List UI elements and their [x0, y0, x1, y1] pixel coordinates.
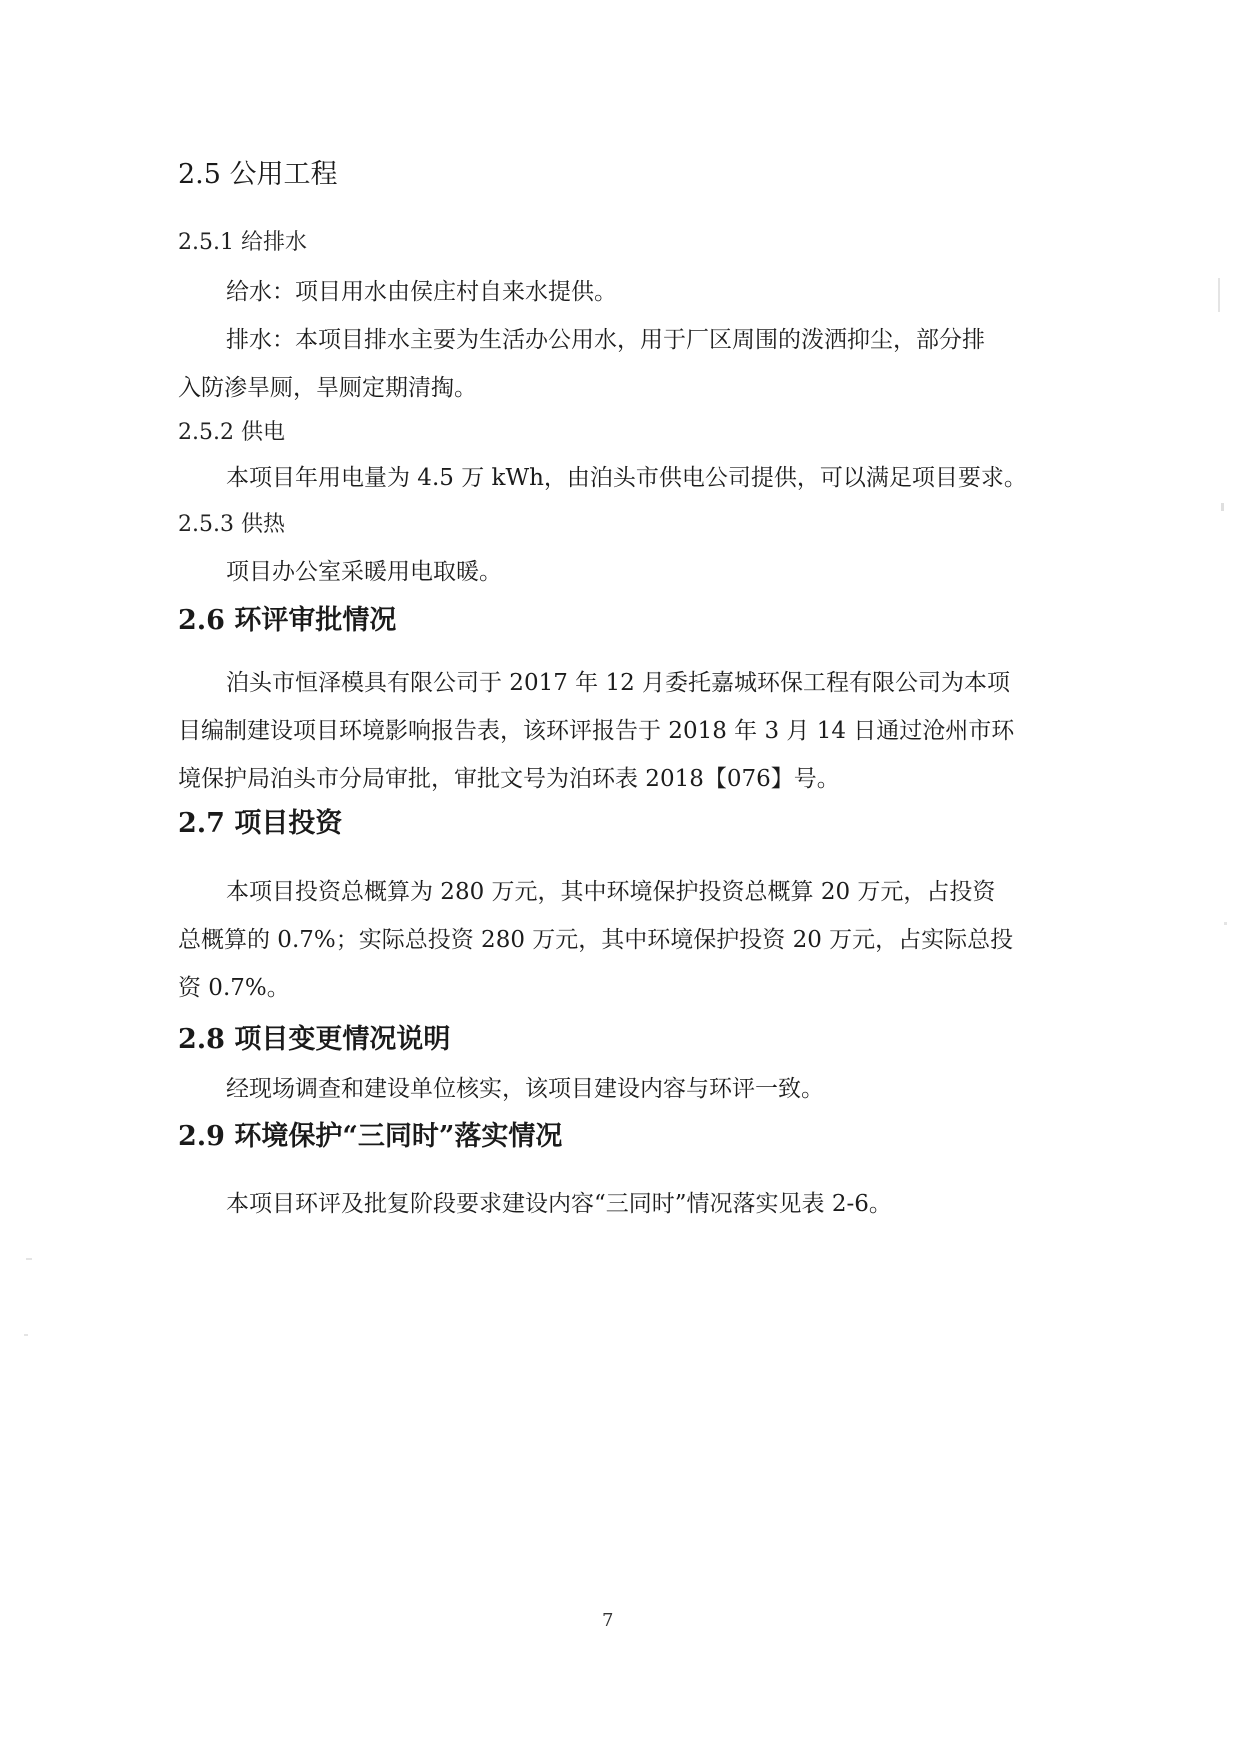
- text-line: 排水：本项目排水主要为生活办公用水，用于厂区周围的泼洒抑尘，部分排: [226, 327, 985, 353]
- text-line: 境保护局泊头市分局审批，审批文号为泊环表 2018【076】号。: [178, 766, 840, 792]
- section-heading-2-7: 2.7 项目投资: [178, 808, 343, 839]
- text-line: 给水：项目用水由侯庄村自来水提供。: [226, 279, 617, 305]
- text-line: 目编制建设项目环境影响报告表，该环评报告于 2018 年 3 月 14 日通过沧州市环: [178, 718, 1015, 744]
- subsection-heading-2-5-3: 2.5.3 供热: [178, 512, 285, 537]
- paragraph-eia-approval: [178, 659, 1014, 803]
- text-line: 资 0.7%。: [178, 975, 290, 1001]
- text-line: 本项目投资总概算为 280 万元，其中环境保护投资总概算 20 万元，占投资: [226, 879, 996, 905]
- paragraph-change-description: [178, 1065, 824, 1113]
- paragraph-heating: [178, 548, 502, 596]
- scan-mark: [26, 1258, 32, 1260]
- subsection-heading-2-5-2: 2.5.2 供电: [178, 420, 285, 445]
- page-number: 7: [602, 1610, 614, 1631]
- text-line: 入防渗旱厕，旱厕定期清掏。: [178, 375, 477, 401]
- text-line: 经现场调查和建设单位核实，该项目建设内容与环评一致。: [226, 1076, 824, 1102]
- scan-mark: [24, 1334, 28, 1336]
- paragraph-water-supply: [178, 268, 985, 412]
- section-heading-2-9: 2.9 环境保护“三同时”落实情况: [178, 1121, 563, 1152]
- paragraph-investment: [178, 868, 1013, 1012]
- paragraph-power-supply: [178, 454, 1027, 502]
- section-heading-2-5: 2.5 公用工程: [178, 159, 338, 190]
- section-heading-2-6: 2.6 环评审批情况: [178, 605, 397, 636]
- scan-mark: [1221, 503, 1224, 511]
- scan-mark: [1218, 278, 1220, 312]
- text-line: 项目办公室采暖用电取暖。: [226, 559, 502, 585]
- paragraph-three-simultaneous: [178, 1180, 892, 1228]
- text-line: 泊头市恒泽模具有限公司于 2017 年 12 月委托嘉城环保工程有限公司为本项: [226, 670, 1011, 696]
- text-line: 总概算的 0.7%；实际总投资 280 万元，其中环境保护投资 20 万元，占实际总投: [178, 927, 1014, 953]
- text-line: 本项目年用电量为 4.5 万 kWh，由泊头市供电公司提供，可以满足项目要求。: [226, 465, 1027, 491]
- scan-mark: [1224, 922, 1227, 925]
- section-heading-2-8: 2.8 项目变更情况说明: [178, 1024, 451, 1055]
- text-line: 本项目环评及批复阶段要求建设内容“三同时”情况落实见表 2-6。: [226, 1191, 892, 1217]
- subsection-heading-2-5-1: 2.5.1 给排水: [178, 230, 307, 255]
